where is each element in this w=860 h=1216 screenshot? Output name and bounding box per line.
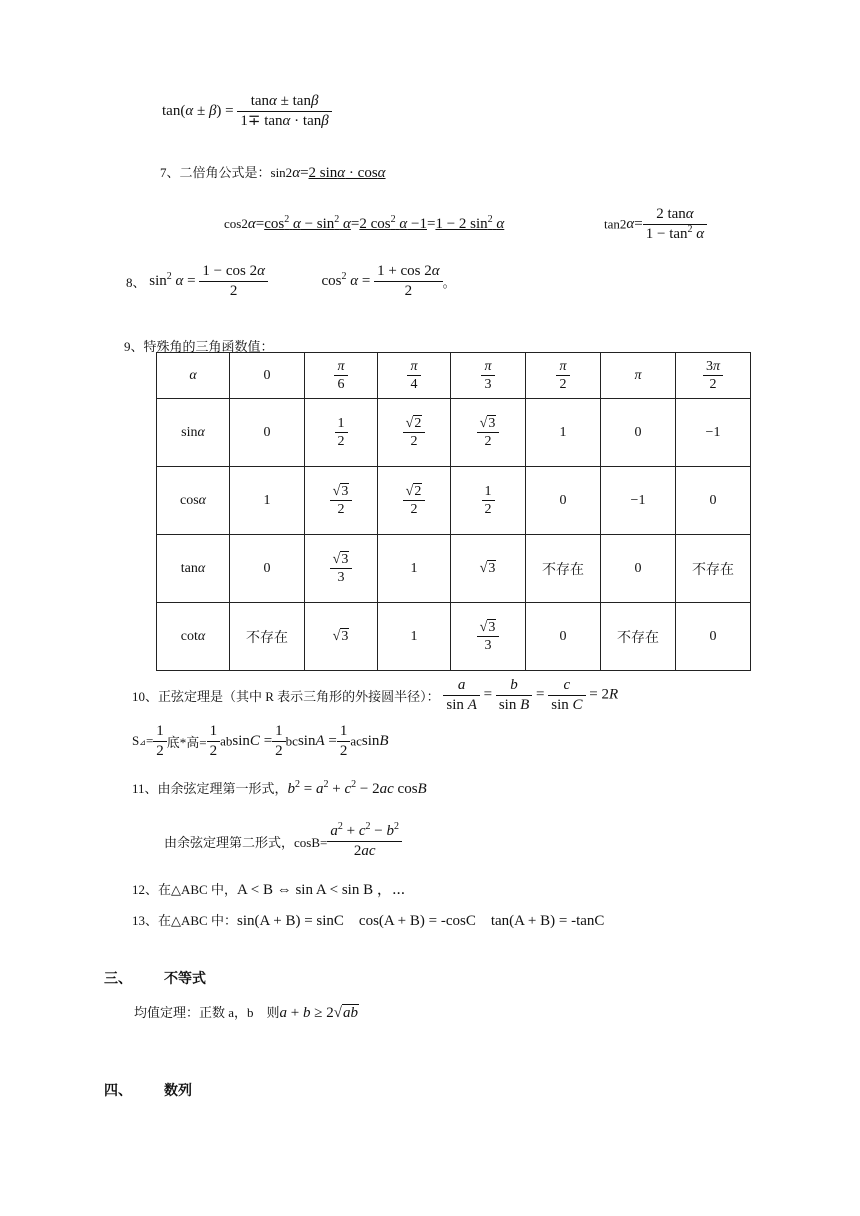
table-cell: 1 xyxy=(378,535,451,603)
table-cell: sinα xyxy=(157,399,230,467)
inequality-label: 均值定理：正数 a，b 则 xyxy=(134,1005,280,1020)
tan-double-formula: tan2α= $\frac{2 \tan\alpha}{1 - \tan^2 \alpha}$ xyxy=(604,205,707,244)
area-base-height: 底*高= xyxy=(166,734,207,750)
table-row xyxy=(157,467,751,535)
section-3-number: 三、 xyxy=(104,970,132,986)
inequality-line: 均值定理：正数 a，b 则a + b ≥ 2√ab xyxy=(134,1005,358,1021)
table-cell: $\frac{√2}{2}$ xyxy=(378,399,451,467)
table-header-cell: $\frac{\pi}{3}$ xyxy=(451,353,526,399)
table-header-cell: 0 xyxy=(230,353,305,399)
table-row xyxy=(157,399,751,467)
area-eq: = xyxy=(145,733,154,749)
table-cell: 0 xyxy=(601,535,676,603)
item-11b-label: 由余弦定理第二形式，cosB= xyxy=(164,834,328,850)
table-header-cell: $\frac{\pi}{4}$ xyxy=(378,353,451,399)
table-cell: 1 xyxy=(378,603,451,671)
table-cell: 0 xyxy=(601,399,676,467)
area-sub: ⊿ xyxy=(139,738,146,748)
item-10-label: 10、正弦定理是（其中 R 表示三角形的外接圆半径）： xyxy=(132,688,440,704)
tan-sum-formula: tan(α ± β) = $\frac{\tan\alpha \pm \tan\beta}{1\mp \tan\alpha \cdot \tan\beta}$ xyxy=(162,92,332,131)
table-cell: tanα xyxy=(157,535,230,603)
section-4-number: 四、 xyxy=(104,1082,132,1098)
item-12-label: 12、在△ABC 中， xyxy=(132,882,237,897)
table-cell: cotα xyxy=(157,603,230,671)
table-header-cell: $\frac{3\pi}{2}$ xyxy=(676,353,751,399)
item-7-label: 7、二倍角公式是： xyxy=(160,165,271,180)
item-9-label: 9、特殊角的三角函数值： xyxy=(124,339,274,354)
table-cell: $\frac{√2}{2}$ xyxy=(378,467,451,535)
cos-double-formula: $\cos 2\alpha=\cos^2$ $\alpha - \sin^2 \alpha=2$ $\cos^2 \alpha -1=1 - 2$ $\sin^2 \alpha$ xyxy=(224,214,505,232)
table-cell: $\frac{1}{2}$ xyxy=(305,399,378,467)
table-cell: 0 xyxy=(230,399,305,467)
table-header-cell: $\frac{\pi}{6}$ xyxy=(305,353,378,399)
item-13-label: 13、在△ABC 中： xyxy=(132,913,237,928)
table-row xyxy=(157,535,751,603)
item-8: 8、 $\sin^2 \alpha$ = $\frac{1 - \cos 2\alpha}{2}$ $\cos^2 \alpha$ = $\frac{1 + \cos 2\alpha}{2}$ 。 xyxy=(126,263,456,299)
table-cell: 0 xyxy=(526,603,601,671)
item-13 xyxy=(132,910,604,930)
item-8-end: 。 xyxy=(442,274,456,290)
section-3-title: 不等式 xyxy=(164,970,206,986)
table-cell: √3 xyxy=(451,535,526,603)
table-cell: 不存在 xyxy=(676,535,751,603)
table-cell: $\frac{1}{2}$ xyxy=(451,467,526,535)
table-cell: $\frac{√3}{3}$ xyxy=(305,535,378,603)
table-cell: 不存在 xyxy=(526,535,601,603)
table-cell: 1 xyxy=(526,399,601,467)
table-cell: −1 xyxy=(601,467,676,535)
table-header-cell: $\frac{\pi}{2}$ xyxy=(526,353,601,399)
table-cell: $\frac{√3}{2}$ xyxy=(305,467,378,535)
table-header-row xyxy=(157,353,751,399)
table-cell: 不存在 xyxy=(601,603,676,671)
item-11: 11、由余弦定理第一形式，$b^2 = a^2 + c^2 - 2ac$ cosB xyxy=(132,779,427,797)
item-12 xyxy=(132,878,405,899)
table-cell: $\frac{√3}{2}$ xyxy=(451,399,526,467)
table-cell: 1 xyxy=(230,467,305,535)
table-row xyxy=(157,603,751,671)
table-header-cell: π xyxy=(601,353,676,399)
table-cell: $\frac{√3}{3}$ xyxy=(451,603,526,671)
item-11-label: 11、由余弦定理第一形式， xyxy=(132,781,288,796)
area-formula: S⊿= $\frac{1}{2}$ 底*高= $\frac{1}{2}$ absinC = $\frac{1}{2}$ bcsinA = $\frac{1}{2}$ acsinB xyxy=(132,723,389,759)
table-cell: 不存在 xyxy=(230,603,305,671)
table-cell: 0 xyxy=(230,535,305,603)
item-12-formula: A < B ⇔ sin A < sin B ，⋯ xyxy=(236,882,406,898)
table-cell: cosα xyxy=(157,467,230,535)
area-prefix: S xyxy=(132,733,140,749)
table-cell: −1 xyxy=(676,399,751,467)
table-cell: 0 xyxy=(676,467,751,535)
section-4-title: 数列 xyxy=(164,1082,192,1098)
item-13-formula: sin(A + B) = sinC cos(A + B) = -cosC tan(A + B) = -tanC xyxy=(236,913,605,929)
table-header-cell: α xyxy=(157,353,230,399)
item-8-label: 8、 xyxy=(126,274,146,290)
special-angle-table xyxy=(156,352,751,671)
item-7: 7、二倍角公式是：sin2α=2 sinα · cosα xyxy=(160,165,386,181)
item-10: 10、正弦定理是（其中 R 表示三角形的外接圆半径）： $\frac{a}{\text{sin A}}$ = $\frac{b}{\text{sin B}}$ = $\frac{c}{\text{sin C}}$ = 2R xyxy=(132,677,619,713)
item-11b: 由余弦定理第二形式，cosB= $\frac{a^2 + c^2 - b^2}{2ac}$ xyxy=(164,822,402,861)
table-cell: 0 xyxy=(526,467,601,535)
table-cell: √3 xyxy=(305,603,378,671)
table-cell: 0 xyxy=(676,603,751,671)
